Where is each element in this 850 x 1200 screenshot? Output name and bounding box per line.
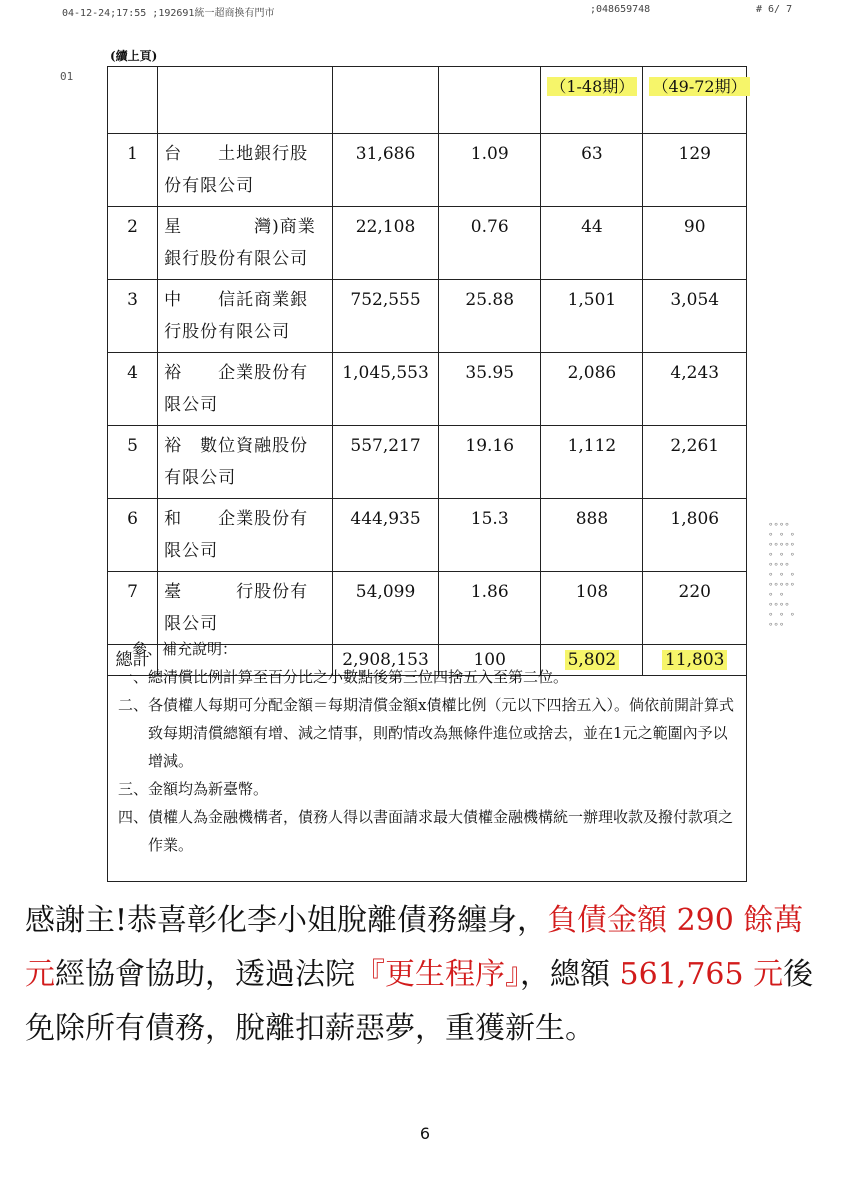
row-period-1: 1,501 <box>541 280 643 353</box>
row-period-2: 90 <box>643 207 747 280</box>
banner-text: ，總額 <box>520 957 620 992</box>
note-number: 四、 <box>118 808 149 826</box>
header-period-2: （49-72期） <box>649 77 749 96</box>
header-cell-index <box>108 67 158 134</box>
banner-procedure: 『更生程序』 <box>355 957 520 992</box>
row-name: 臺 行股份有限公司 <box>158 572 333 645</box>
row-period-1: 108 <box>541 572 643 645</box>
row-amount: 444,935 <box>333 499 439 572</box>
notes-heading: 參、補充說明： <box>132 640 238 658</box>
total-amount: 2,908,153 <box>333 645 439 676</box>
row-pct: 1.09 <box>439 134 541 207</box>
row-index: 1 <box>108 134 158 207</box>
table-row <box>108 134 747 207</box>
testimonial-banner <box>25 892 820 1104</box>
total-label: 總計 <box>108 645 158 676</box>
banner-text: 後免除所有債務，脫離扣薪惡夢，重獲新生。 <box>25 957 814 1046</box>
row-amount: 1,045,553 <box>333 353 439 426</box>
header-cell-pct <box>439 67 541 134</box>
row-index: 3 <box>108 280 158 353</box>
fax-header-number: ;048659748 <box>590 4 651 15</box>
row-period-2: 4,243 <box>643 353 747 426</box>
row-period-1: 888 <box>541 499 643 572</box>
row-period-2: 129 <box>643 134 747 207</box>
row-name: 裕 數位資融股份有限公司 <box>158 426 333 499</box>
table-header-row <box>108 67 747 134</box>
row-pct: 25.88 <box>439 280 541 353</box>
row-pct: 15.3 <box>439 499 541 572</box>
table-row <box>108 207 747 280</box>
row-name: 裕 企業股份有限公司 <box>158 353 333 426</box>
note-number: 三、 <box>118 780 149 798</box>
row-period-1: 1,112 <box>541 426 643 499</box>
note-text: 金額均為新臺幣。 <box>148 780 269 798</box>
banner-debt-amount: 負債金額 290 餘萬元 <box>25 903 804 992</box>
banner-text: 經協會協助，透過法院 <box>55 957 355 992</box>
row-name: 台 土地銀行股份有限公司 <box>158 134 333 207</box>
row-index: 2 <box>108 207 158 280</box>
banner-total-amount: 561,765 元 <box>619 957 784 992</box>
row-index: 7 <box>108 572 158 645</box>
row-period-2: 1,806 <box>643 499 747 572</box>
row-pct: 0.76 <box>439 207 541 280</box>
note-item <box>118 803 740 859</box>
row-period-1: 2,086 <box>541 353 643 426</box>
row-period-1: 44 <box>541 207 643 280</box>
fax-header-page: # 6/ 7 <box>756 4 793 15</box>
fax-header <box>0 2 850 18</box>
page-number: 6 <box>419 1124 431 1143</box>
row-pct: 19.16 <box>439 426 541 499</box>
table-row <box>108 353 747 426</box>
row-period-1: 63 <box>541 134 643 207</box>
note-item <box>118 691 740 775</box>
note-text: 債權人為金融機構者，債務人得以書面請求最大債權金融機構統一辦理收款及撥付款項之作業。 <box>148 808 734 854</box>
header-cell-amount <box>333 67 439 134</box>
continued-label: (續上頁) <box>110 49 158 63</box>
row-period-2: 3,054 <box>643 280 747 353</box>
binder-holes-decoration: ∘∘∘∘ ∘ ∘ ∘ ∘∘∘∘∘ ∘ ∘ ∘ ∘∘∘∘ ∘ ∘ ∘ ∘∘∘∘∘ ∘ ∘ ∘∘∘∘ ∘ ∘ ∘ ∘∘∘ <box>768 520 796 630</box>
note-text: 總清償比例計算至百分比之小數點後第三位四捨五入至第二位。 <box>148 668 569 686</box>
header-cell-period-1 <box>541 67 643 134</box>
total-period-1: 5,802 <box>565 650 620 670</box>
total-pct: 100 <box>439 645 541 676</box>
banner-text: 感謝主!恭喜彰化李小姐脫離債務纏身， <box>25 903 548 938</box>
table-row <box>108 499 747 572</box>
header-cell-period-2 <box>643 67 747 134</box>
fax-header-left: 04-12-24;17:55 ;192691統一超商換有門市 <box>62 8 275 19</box>
row-pct: 1.86 <box>439 572 541 645</box>
note-number: 一、 <box>118 668 149 686</box>
table-row <box>108 426 747 499</box>
header-cell-name <box>158 67 333 134</box>
row-amount: 752,555 <box>333 280 439 353</box>
row-name: 和 企業股份有限公司 <box>158 499 333 572</box>
row-amount: 557,217 <box>333 426 439 499</box>
row-index: 4 <box>108 353 158 426</box>
row-name: 星 灣)商業銀行股份有限公司 <box>158 207 333 280</box>
note-item <box>118 663 740 691</box>
margin-mark: 01 <box>60 70 74 83</box>
total-period-2: 11,803 <box>662 650 727 670</box>
header-period-1: （1-48期） <box>547 77 637 96</box>
table-row <box>108 280 747 353</box>
row-amount: 31,686 <box>333 134 439 207</box>
supplementary-notes <box>107 627 747 882</box>
note-number: 二、 <box>118 696 149 714</box>
note-text: 各債權人每期可分配金額＝每期清償金額x債權比例（元以下四捨五入）。倘依前開計算式致每期清償總額有增、減之情事，則酌情改為無條件進位或捨去，並在1元之範圍內予以增減。 <box>148 696 734 770</box>
row-period-2: 220 <box>643 572 747 645</box>
creditor-table <box>107 66 747 676</box>
note-item <box>118 775 740 803</box>
row-pct: 35.95 <box>439 353 541 426</box>
row-amount: 22,108 <box>333 207 439 280</box>
row-name: 中 信託商業銀行股份有限公司 <box>158 280 333 353</box>
row-index: 5 <box>108 426 158 499</box>
row-amount: 54,099 <box>333 572 439 645</box>
row-index: 6 <box>108 499 158 572</box>
row-period-2: 2,261 <box>643 426 747 499</box>
